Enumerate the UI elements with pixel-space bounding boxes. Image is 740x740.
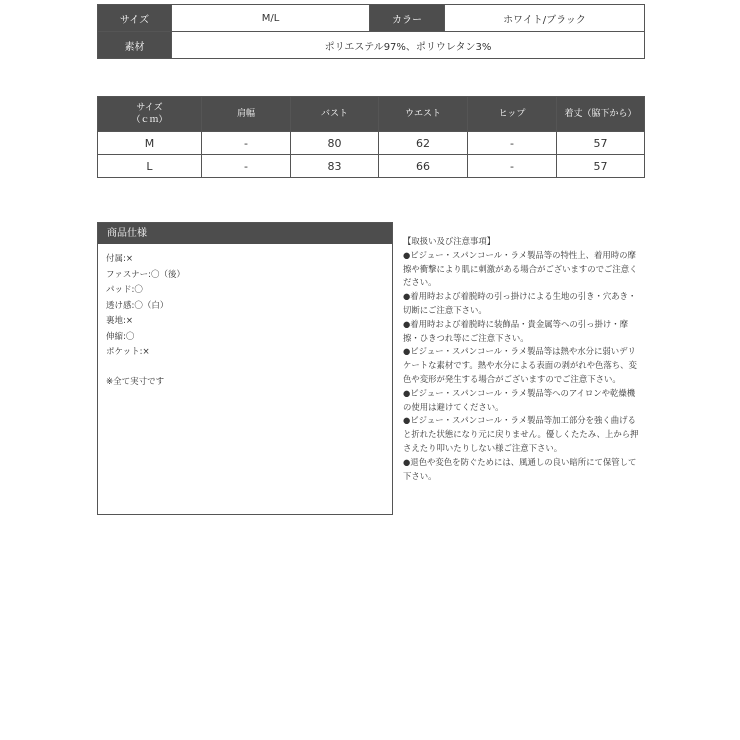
spec-item-stretch: 伸縮:〇 [106,331,135,342]
spec-item-sheerness: 透け感:〇（白） [106,300,169,311]
spec-item-accessories: 付属:× [106,254,133,264]
product-info-table [97,4,645,59]
care-line: ●ビジュー・スパンコール・ラメ製品等加工部分を強く曲げると折れた状態になり元に戻りません。優しくたたみ、上から押さえたり叩いたりしない様ご注意下さい。 [403,415,639,453]
spec-item-zipper: ファスナー:〇（後） [106,269,186,280]
shoulder-cell: - [202,155,291,178]
waist-cell: 66 [379,155,468,178]
shoulder-header: 肩幅 [202,97,291,132]
care-line: ●ビジュー・スパンコール・ラメ製品等の特性上、着用時の摩擦や衝撃により肌に刺激がある場合がございますのでご注意ください。 [403,249,638,288]
care-title: 【取扱い及び注意事項】 [403,236,496,246]
hip-header: ヒップ [468,97,557,132]
care-line: ●ビジュー・スパンコール・ラメ製品等へのアイロンや乾燥機の使用は避けてください。 [403,387,636,412]
care-line: ●退色や変色を防ぐためには、風通しの良い暗所にて保管して下さい。 [403,456,637,481]
spec-title: 商品仕様 [98,223,392,244]
waist-header: ウエスト [379,97,468,132]
info-row-size-color [98,5,645,32]
size-header-unit: （ｃｍ） [131,115,168,125]
size-cell: M [98,132,202,155]
care-line: ●ビジュー・スパンコール・ラメ製品等は熱や水分に弱いデリケートな素材です。熱や水分による表面の剥がれや色落ち、変色や変形が発生する場合がございますのでご注意下さい。 [403,346,637,384]
length-cell: 57 [557,132,645,155]
bust-cell: 83 [291,155,379,178]
size-row-m [98,132,645,155]
size-header-line1: サイズ [136,103,163,113]
spec-note: ※全て実寸です [106,376,165,387]
size-chart-table [97,96,645,178]
shoulder-cell: - [202,132,291,155]
length-cell: 57 [557,155,645,178]
info-row-material [98,32,645,59]
size-cell: L [98,155,202,178]
spec-item-pocket: ポケット:× [106,347,150,357]
size-row-l [98,155,645,178]
size-column-header [98,97,202,132]
spec-item-lining: 裏地:× [106,316,133,326]
size-value: M/L [172,5,370,32]
material-label: 素材 [98,32,172,59]
care-instructions [403,235,643,483]
spec-item-padding: パッド:〇 [106,285,143,295]
bust-cell: 80 [291,132,379,155]
size-label: サイズ [98,5,172,32]
hip-cell: - [468,155,557,178]
care-line: ●着用時および着脱時の引っ掛けによる生地の引き・穴あき・切断にご注意下さい。 [403,291,637,315]
waist-cell: 62 [379,132,468,155]
spec-list [98,244,392,390]
color-value: ホワイト/ブラック [445,5,645,32]
color-label: カラー [370,5,445,32]
length-header: 着丈（脇下から） [557,97,645,132]
hip-cell: - [468,132,557,155]
bust-header: バスト [291,97,379,132]
care-line: ●着用時および着脱時に装飾品・貴金属等への引っ掛け・摩擦・ひきつれ等にご注意下さい。 [403,318,629,343]
size-chart-header-row [98,97,645,132]
product-spec-box [97,222,393,515]
material-value: ポリエステル97%、ポリウレタン3% [172,32,645,59]
